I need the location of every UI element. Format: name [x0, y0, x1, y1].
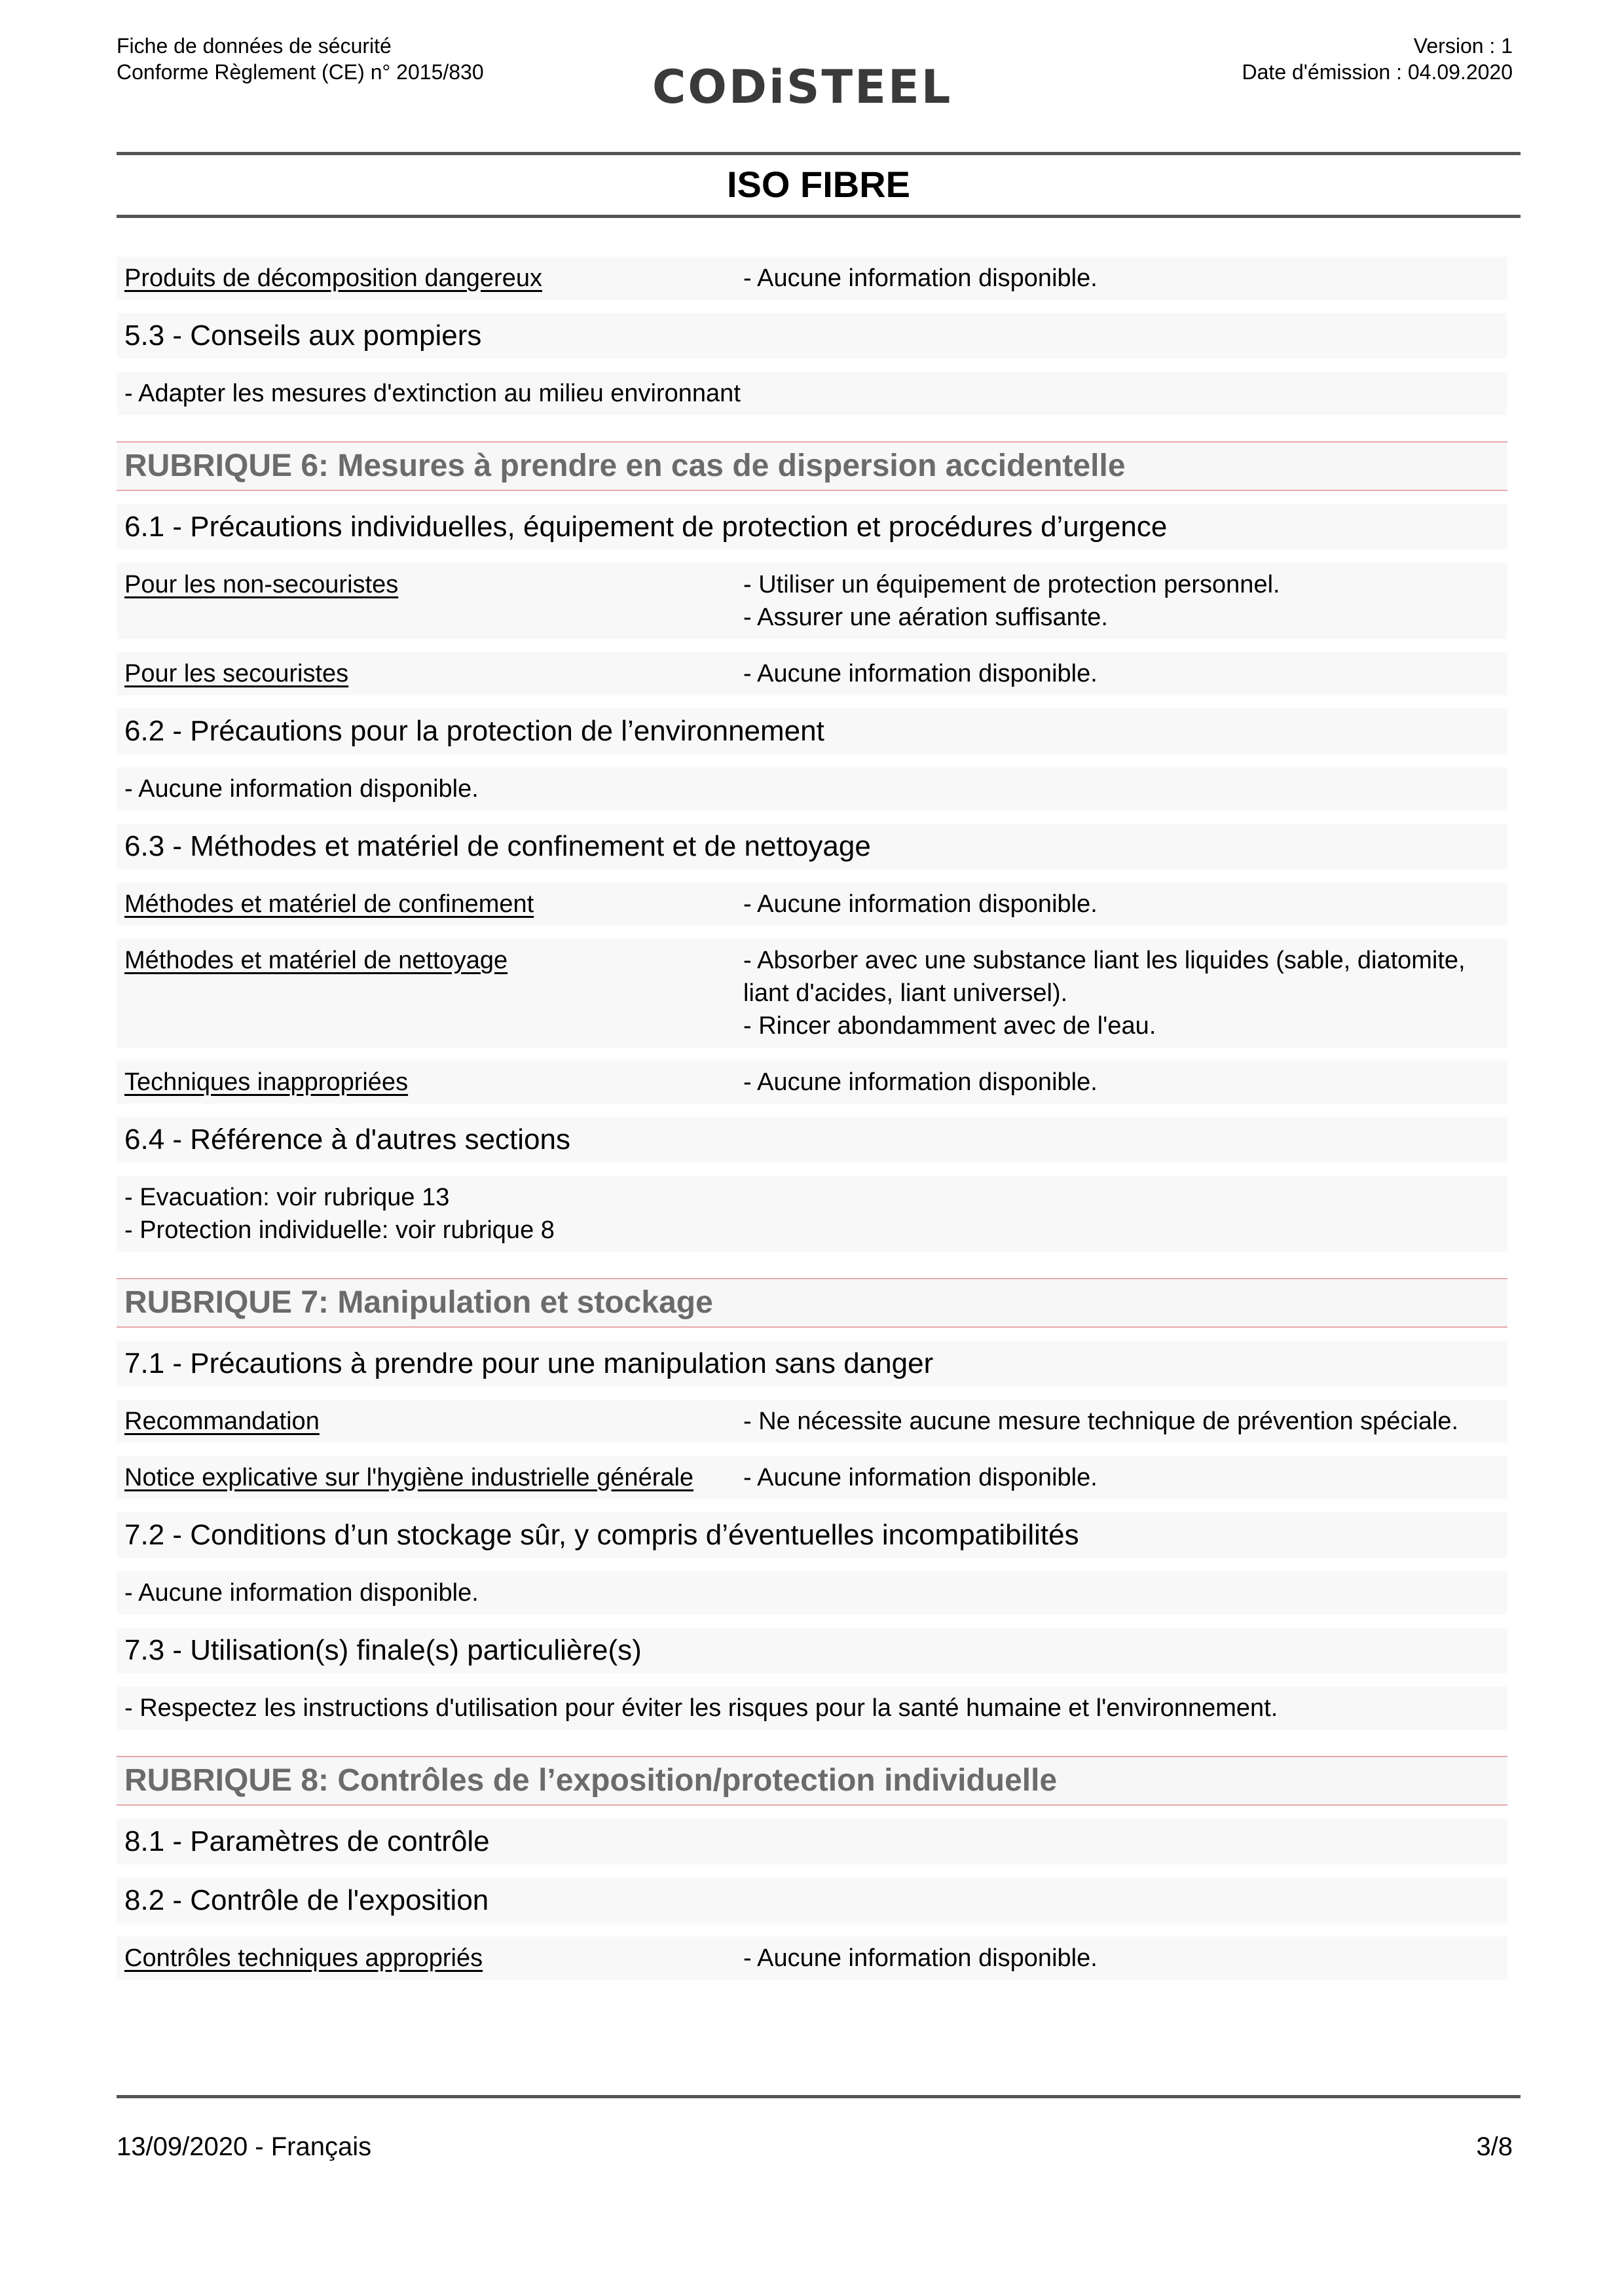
subsection-heading: 8.1 - Paramètres de contrôle [117, 1819, 1507, 1865]
field-value [743, 262, 1500, 295]
field-label-text: Méthodes et matériel de nettoyage [124, 947, 508, 974]
paragraph [117, 1176, 1507, 1252]
header-right [1242, 33, 1513, 85]
regulation: Conforme Règlement (CE) n° 2015/830 [117, 60, 484, 84]
field-label [124, 1461, 743, 1494]
subsection-heading: 6.1 - Précautions individuelles, équipement de protection et procédures d’urgence [117, 504, 1507, 550]
header-rule-bottom [117, 215, 1521, 218]
field-value-line: - Rincer abondamment avec de l'eau. [743, 1012, 1156, 1040]
field-label-text: Produits de décomposition dangereux [124, 264, 542, 292]
field-value [743, 1066, 1500, 1099]
page-header [0, 0, 1624, 223]
field-label [124, 1066, 743, 1099]
field-label [124, 657, 743, 690]
field-row [117, 1061, 1507, 1104]
field-row [117, 563, 1507, 639]
field-value [743, 1942, 1500, 1975]
field-value [743, 1405, 1500, 1438]
field-label-text: Méthodes et matériel de confinement [124, 890, 534, 918]
field-row [117, 1400, 1507, 1443]
paragraph-line: - Adapter les mesures d'extinction au milieu environnant [124, 380, 741, 407]
paragraph [117, 767, 1507, 811]
field-label [124, 262, 743, 295]
field-value [743, 944, 1500, 1042]
subsection-heading: 7.2 - Conditions d’un stockage sûr, y compris d’éventuelles incompatibilités [117, 1512, 1507, 1558]
subsection-heading: 7.1 - Précautions à prendre pour une manipulation sans danger [117, 1341, 1507, 1387]
page-footer [0, 2095, 1624, 2174]
field-row [117, 939, 1507, 1048]
field-label [124, 1942, 743, 1975]
field-row [117, 1937, 1507, 1980]
paragraph-line: - Aucune information disponible. [124, 1579, 479, 1607]
company-logo: CODiSTEEL [652, 60, 953, 114]
field-value-line: - Aucune information disponible. [743, 890, 1098, 918]
subsection-heading: 6.3 - Méthodes et matériel de confinement et de nettoyage [117, 824, 1507, 869]
product-title: ISO FIBRE [726, 164, 911, 205]
field-row [117, 883, 1507, 926]
field-value [743, 888, 1500, 920]
field-row [117, 257, 1507, 300]
field-label-text: Recommandation [124, 1408, 320, 1435]
doc-type: Fiche de données de sécurité [117, 34, 392, 58]
paragraph-line: - Protection individuelle: voir rubrique 8 [124, 1216, 555, 1244]
field-value-line: - Aucune information disponible. [743, 660, 1098, 687]
field-value-line: - Aucune information disponible. [743, 1068, 1098, 1096]
field-label [124, 944, 743, 1042]
field-label-text: Contrôles techniques appropriés [124, 1944, 483, 1972]
field-value [743, 657, 1500, 690]
paragraph [117, 372, 1507, 415]
field-row [117, 652, 1507, 695]
document-body [117, 257, 1507, 1993]
paragraph [117, 1686, 1507, 1730]
section-heading: RUBRIQUE 7: Manipulation et stockage [117, 1278, 1507, 1328]
version: Version : 1 [1413, 34, 1513, 58]
subsection-heading: 6.2 - Précautions pour la protection de l’environnement [117, 708, 1507, 754]
field-row [117, 1456, 1507, 1499]
footer-rule [117, 2095, 1521, 2098]
paragraph-line: - Respectez les instructions d'utilisation pour éviter les risques pour la santé humaine et l'environnement. [124, 1694, 1278, 1722]
field-label [124, 888, 743, 920]
field-value-line: - Ne nécessite aucune mesure technique de prévention spéciale. [743, 1408, 1459, 1435]
subsection-heading: 7.3 - Utilisation(s) finale(s) particulière(s) [117, 1628, 1507, 1673]
field-value-line: - Absorber avec une substance liant les liquides (sable, diatomite, liant d'acides, liant universel). [743, 947, 1466, 1007]
field-value [743, 1461, 1500, 1494]
field-label [124, 568, 743, 634]
section-heading: RUBRIQUE 6: Mesures à prendre en cas de dispersion accidentelle [117, 441, 1507, 491]
subsection-heading: 5.3 - Conseils aux pompiers [117, 313, 1507, 359]
field-label-text: Notice explicative sur l'hygiène industrielle générale [124, 1464, 694, 1491]
header-left [117, 33, 484, 85]
field-value-line: - Utiliser un équipement de protection personnel. [743, 571, 1280, 598]
field-value-line: - Aucune information disponible. [743, 1464, 1098, 1491]
field-value-line: - Aucune information disponible. [743, 264, 1098, 292]
page-number: 3/8 [1476, 2132, 1513, 2161]
field-value-line: - Assurer une aération suffisante. [743, 604, 1108, 631]
field-value [743, 568, 1500, 634]
footer-date-language: 13/09/2020 - Français [117, 2132, 372, 2161]
field-label [124, 1405, 743, 1438]
subsection-heading: 8.2 - Contrôle de l'exposition [117, 1878, 1507, 1923]
paragraph-line: - Aucune information disponible. [124, 775, 479, 803]
field-label-text: Pour les secouristes [124, 660, 349, 687]
paragraph-line: - Evacuation: voir rubrique 13 [124, 1184, 450, 1211]
subsection-heading: 6.4 - Référence à d'autres sections [117, 1117, 1507, 1163]
section-heading: RUBRIQUE 8: Contrôles de l’exposition/protection individuelle [117, 1756, 1507, 1806]
issue-date: Date d'émission : 04.09.2020 [1242, 60, 1513, 84]
paragraph [117, 1571, 1507, 1614]
field-label-text: Pour les non-secouristes [124, 571, 399, 598]
header-rule-top [117, 152, 1521, 155]
field-value-line: - Aucune information disponible. [743, 1944, 1098, 1972]
field-label-text: Techniques inappropriées [124, 1068, 409, 1096]
